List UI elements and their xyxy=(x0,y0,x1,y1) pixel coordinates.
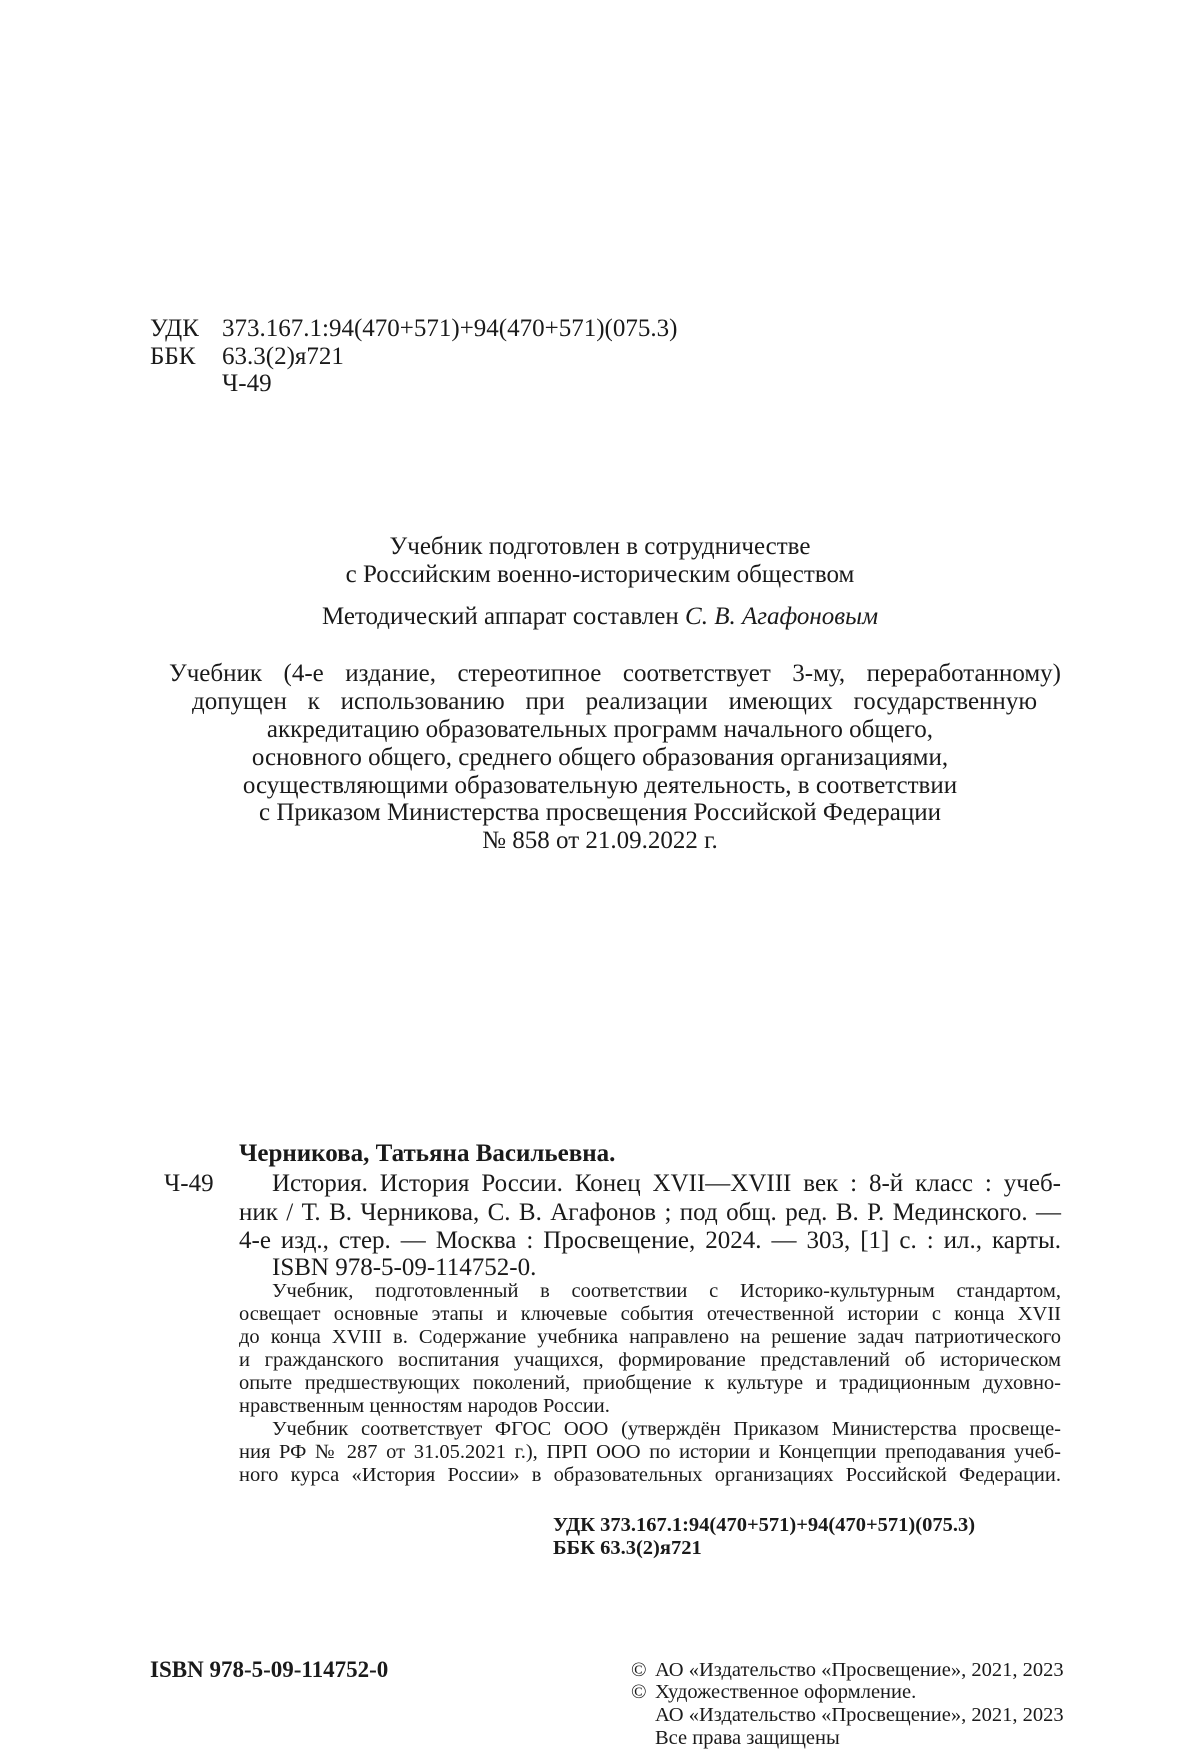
annotation-line: и гражданского воспитания учащихся, формирование представлений об историческом xyxy=(239,1349,1061,1371)
methodical-text: Методический аппарат составлен xyxy=(321,603,686,630)
author-mark: Ч-49 xyxy=(222,370,272,397)
annotation-line: Учебник соответствует ФГОС ООО (утверждён Приказом Министерства просвеще- xyxy=(272,1418,1061,1440)
methodical-line xyxy=(0,603,1200,631)
rights-reserved: Все права защищены xyxy=(655,1727,840,1749)
bbk-label: ББК xyxy=(150,343,196,370)
udk-bottom: УДК 373.167.1:94(470+571)+94(470+571)(075.3) xyxy=(553,1514,976,1536)
approval-line: основного общего, среднего общего образования организациями, xyxy=(251,744,949,771)
bib-line: ник / Т. В. Черникова, С. В. Агафонов ; под общ. ред. В. Р. Мединского. — xyxy=(239,1199,1061,1226)
annotation-line: ного курса «История России» в образовательных организациях Российской Федерации. xyxy=(239,1464,1061,1486)
bbk-value: 63.3(2)я721 xyxy=(222,343,344,370)
bib-line: История. История России. Конец XVII—XVIII век : 8-й класс : учеб- xyxy=(272,1170,1061,1197)
approval-line: аккредитацию образовательных программ начального общего, xyxy=(266,716,934,743)
cooperation-line: с Российским военно-историческим обществом xyxy=(345,561,855,588)
bib-line: 4-е изд., стер. — Москва : Просвещение, 2024. — 303, [1] с. : ил., карты. xyxy=(239,1227,1061,1254)
approval-line: осуществляющими образовательную деятельность, в соответствии xyxy=(242,772,958,799)
copyright-line: АО «Издательство «Просвещение», 2021, 2023 xyxy=(655,1659,1064,1681)
bib-isbn: ISBN 978-5-09-114752-0. xyxy=(272,1254,537,1281)
annotation-line: ния РФ № 287 от 31.05.2021 г.), ПРП ООО по истории и Концепции преподавания учеб- xyxy=(239,1441,1061,1463)
copyright-icon: © xyxy=(631,1681,647,1703)
author-heading: Черникова, Татьяна Васильевна. xyxy=(239,1140,616,1167)
annotation-line: нравственным ценностям народов России. xyxy=(239,1395,610,1417)
approval-line: Учебник (4-е издание, стереотипное соответствует 3-му, переработанному) xyxy=(169,660,1061,687)
annotation-line: до конца XVIII в. Содержание учебника направлено на решение задач патриотического xyxy=(239,1326,1061,1348)
copyright-icon: © xyxy=(631,1659,647,1681)
annotation-line: освещает основные этапы и ключевые события отечественной истории с конца XVII xyxy=(239,1303,1061,1325)
methodical-author: С. В. Агафоновым xyxy=(685,603,879,630)
cooperation-line: Учебник подготовлен в сотрудничестве xyxy=(389,533,811,560)
bib-author-mark: Ч-49 xyxy=(164,1170,214,1197)
isbn-footer: ISBN 978-5-09-114752-0 xyxy=(150,1657,389,1682)
copyright-line: Художественное оформление. xyxy=(655,1681,917,1703)
approval-line: допущен к использованию при реализации имеющих государственную xyxy=(192,688,1037,715)
copyright-line: АО «Издательство «Просвещение», 2021, 2023 xyxy=(655,1704,1064,1726)
bbk-bottom: ББК 63.3(2)я721 xyxy=(553,1537,702,1559)
annotation-line: Учебник, подготовленный в соответствии с Историко-культурным стандартом, xyxy=(272,1280,1061,1302)
approval-line: № 858 от 21.09.2022 г. xyxy=(482,827,718,854)
udk-label: УДК xyxy=(150,315,199,342)
approval-line: с Приказом Министерства просвещения Российской Федерации xyxy=(258,799,942,826)
annotation-line: опыте предшествующих поколений, приобщение к культуре и традиционным духовно- xyxy=(239,1372,1061,1394)
udk-value: 373.167.1:94(470+571)+94(470+571)(075.3) xyxy=(222,315,678,342)
